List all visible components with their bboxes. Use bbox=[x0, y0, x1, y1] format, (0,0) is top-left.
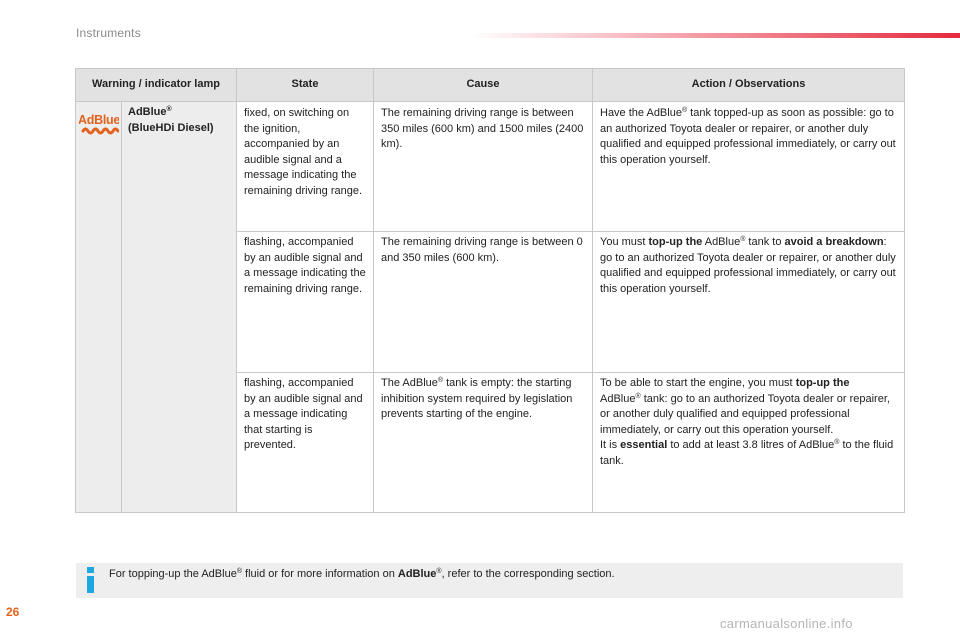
cause-cell: The remaining driving range is between 0 and 350 miles (600 km). bbox=[374, 232, 593, 373]
registered-mark: ® bbox=[834, 439, 840, 446]
adblue-icon bbox=[79, 112, 119, 140]
info-note-text bbox=[109, 568, 615, 580]
registered-mark: ® bbox=[437, 377, 444, 384]
lamp-name-cell bbox=[122, 102, 237, 513]
action-text: : go to an authorized Toyota dealer or repairer, or another duly qualified and equipped professional immediately, or carry out this operation yourself. bbox=[600, 236, 896, 295]
cause-text: The AdBlue bbox=[381, 377, 438, 389]
cause-cell: The remaining driving range is between 350 miles (600 km) and 1500 miles (2400 km). bbox=[374, 102, 593, 232]
warning-lamp-table bbox=[75, 68, 905, 513]
registered-mark: ® bbox=[740, 236, 746, 243]
action-text: AdBlue bbox=[702, 236, 741, 248]
column-header-state: State bbox=[237, 69, 374, 102]
note-emphasis: AdBlue bbox=[397, 568, 437, 580]
adblue-icon-label: AdBlue bbox=[78, 113, 119, 127]
lamp-icon-cell bbox=[76, 102, 122, 513]
registered-mark: ® bbox=[166, 106, 172, 113]
action-emphasis: top-up the bbox=[648, 236, 703, 248]
lamp-variant: (BlueHDi Diesel) bbox=[128, 121, 214, 134]
action-text: tank to bbox=[745, 236, 785, 248]
info-icon bbox=[86, 567, 95, 593]
note-text: , refer to the corresponding section. bbox=[441, 568, 615, 580]
column-header-action: Action / Observations bbox=[593, 69, 905, 102]
action-emphasis: top-up the bbox=[795, 377, 850, 389]
info-note bbox=[76, 563, 903, 598]
action-cell bbox=[593, 232, 905, 373]
registered-mark: ® bbox=[236, 568, 242, 575]
page-number: 26 bbox=[6, 605, 20, 619]
registered-mark: ® bbox=[681, 107, 688, 114]
section-title: Instruments bbox=[76, 26, 141, 40]
action-emphasis: avoid a breakdown bbox=[784, 236, 884, 248]
cause-text: tank is empty: the starting inhibition system required by legislation prevents starting of the engine. bbox=[381, 377, 573, 420]
action-text: To be able to start the engine, you must bbox=[600, 377, 796, 389]
table-row bbox=[76, 102, 905, 232]
cause-cell bbox=[374, 373, 593, 513]
state-cell: flashing, accompanied by an audible signal and a message indicating that starting is prevented. bbox=[237, 373, 374, 513]
action-text: Have the AdBlue bbox=[600, 107, 682, 119]
note-text: For topping-up the AdBlue bbox=[109, 568, 237, 580]
column-header-cause: Cause bbox=[374, 69, 593, 102]
registered-mark: ® bbox=[436, 568, 442, 575]
state-cell: fixed, on switching on the ignition, accompanied by an audible signal and a message indicating the remaining driving range. bbox=[237, 102, 374, 232]
action-text: tank topped-up as soon as possible: go to an authorized Toyota dealer or repairer, or another duly qualified and equipped professional immediately, or carry out this operation yourself. bbox=[600, 107, 896, 166]
table-header-row bbox=[76, 69, 905, 102]
note-text: fluid or for more information on bbox=[241, 568, 398, 580]
action-text: You must bbox=[600, 236, 649, 248]
action-text: AdBlue bbox=[600, 392, 636, 405]
registered-mark: ® bbox=[635, 392, 641, 400]
action-cell bbox=[593, 373, 905, 513]
action-text: to add at least 3.8 litres of AdBlue bbox=[667, 439, 835, 451]
action-text: to the fluid tank. bbox=[600, 439, 894, 467]
state-cell: flashing, accompanied by an audible signal and a message indicating the remaining driving range. bbox=[237, 232, 374, 373]
lamp-name: AdBlue bbox=[128, 106, 167, 118]
action-text: It is bbox=[600, 439, 621, 451]
action-cell bbox=[593, 102, 905, 232]
action-emphasis: essential bbox=[620, 439, 668, 451]
action-text: tank: go to an authorized Toyota dealer or repairer, or another duly qualified and equipped professional immediately, or carry out this operation yourself. bbox=[600, 392, 890, 436]
column-header-lamp: Warning / indicator lamp bbox=[76, 69, 237, 102]
watermark: carmanualsonline.info bbox=[720, 616, 853, 631]
title-rule bbox=[470, 33, 960, 38]
